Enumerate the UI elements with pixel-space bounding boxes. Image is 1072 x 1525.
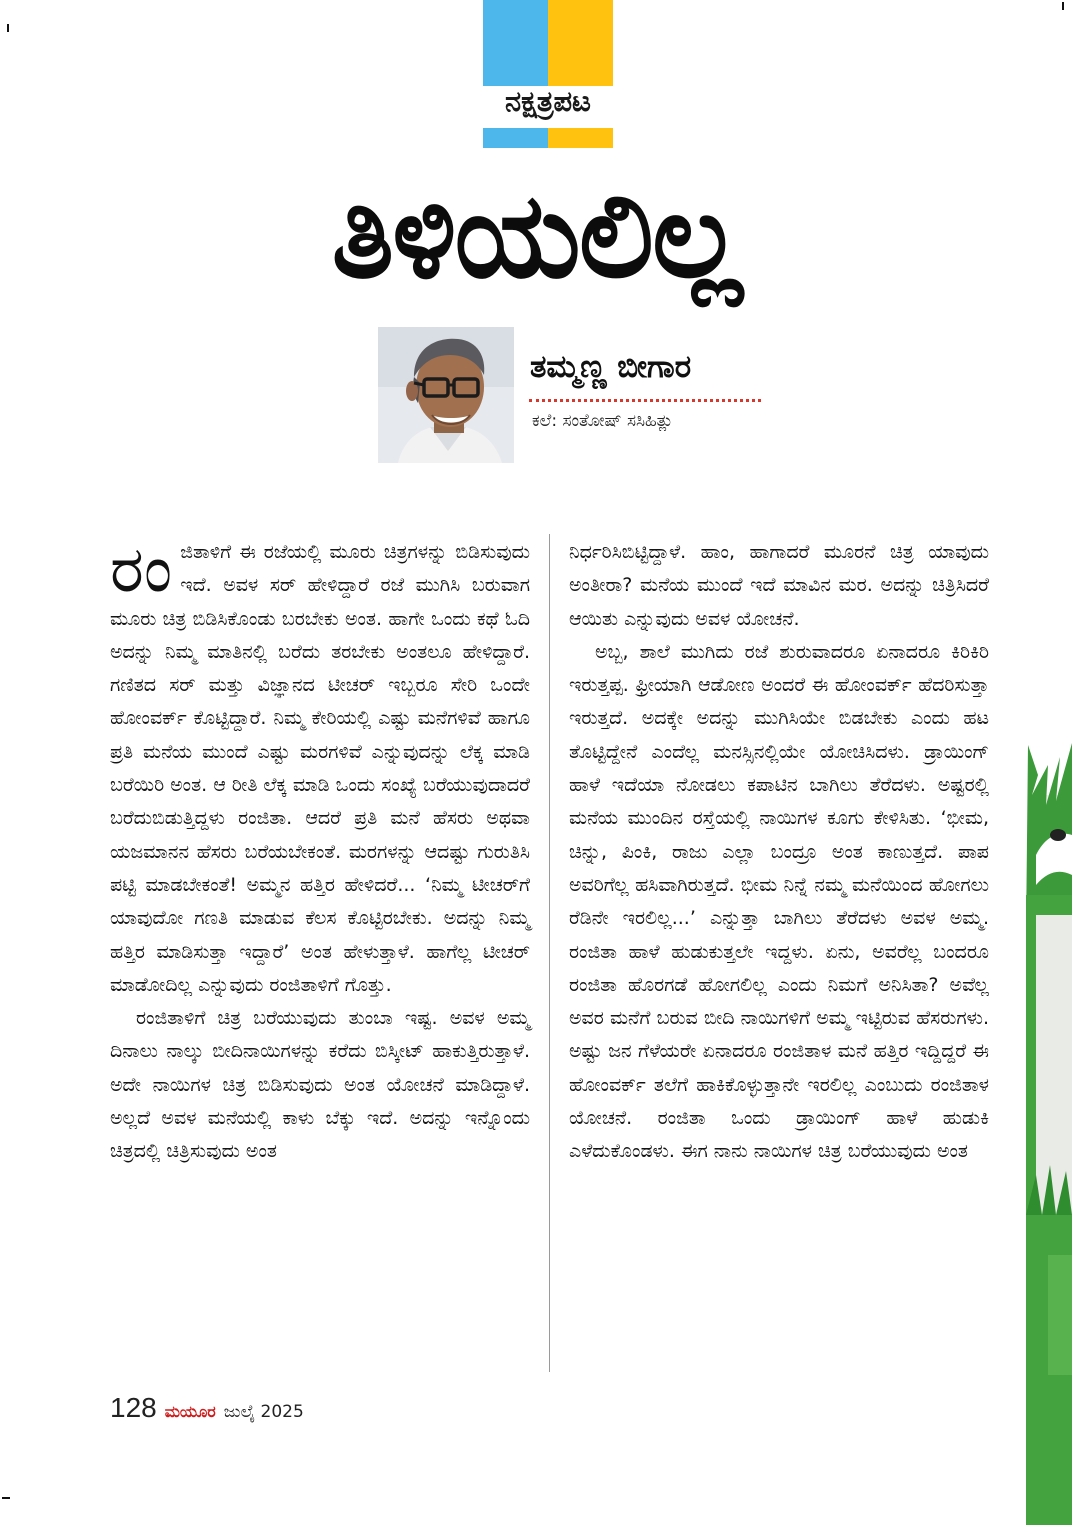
crop-mark-top-right [1062,2,1064,10]
article-column-left [110,533,530,1169]
page-footer [110,1392,304,1424]
section-label: ನಕ್ಷತ್ರಪಟ [505,84,591,118]
article-paragraph: ಅಬ್ಬ, ಶಾಲೆ ಮುಗಿದು ರಜೆ ಶುರುವಾದರೂ ಏನಾದರೂ ಕಿರಿಕಿರಿ ಇರುತ್ತಪ್ಪ. ಫ್ರೀಯಾಗಿ ಆಡೋಣ ಅಂದರೆ ಈ ಹೋಂವರ್ಕ್ ಹೆದರಿಸುತ್ತಾ ಇರುತ್ತದೆ. ಅದಕ್ಕೇ ಅದನ್ನು ಮುಗಿಸಿಯೇ ಬಿಡಬೇಕು ಎಂದು ಹಟ ತೊಟ್ಟಿದ್ದೇನೆ ಎಂದೆಲ್ಲ ಮನಸ್ಸಿನಲ್ಲಿಯೇ ಯೋಚಿಸಿದಳು. ಡ್ರಾಯಿಂಗ್ ಹಾಳೆ ಇದೆಯಾ ನೋಡಲು ಕಪಾಟಿನ ಬಾಗಿಲು ತೆರೆದಳು. ಅಷ್ಟರಲ್ಲಿ ಮನೆಯ ಮುಂದಿನ ರಸ್ತೆಯಲ್ಲಿ ನಾಯಿಗಳ ಕೂಗು ಕೇಳಿಸಿತು. ‘ಭೀಮ, ಚಿನ್ನು, ಪಿಂಕಿ, ರಾಜು ಎಲ್ಲಾ ಬಂದ್ರೂ ಅಂತ ಕಾಣುತ್ತದೆ. ಪಾಪ ಅವರಿಗೆಲ್ಲ ಹಸಿವಾಗಿರುತ್ತದೆ. ಭೀಮ ನಿನ್ನೆ ನಮ್ಮ ಮನೆಯಿಂದ ಹೋಗಲು ರೆಡಿನೇ ಇರಲಿಲ್ಲ...’ ಎನ್ನುತ್ತಾ ಬಾಗಿಲು ತೆರೆದಳು ಅವಳ ಅಮ್ಮ. ರಂಜಿತಾ ಹಾಳೆ ಹುಡುಕುತ್ತಲೇ ಇದ್ದಳು. ಏನು, ಅವರೆಲ್ಲ ಬಂದರೂ ರಂಜಿತಾ ಹೊರಗಡೆ ಹೋಗಲಿಲ್ಲ ಎಂದು ನಿಮಗೆ ಅನಿಸಿತಾ? ಅವೆಲ್ಲ ಅವರ ಮನೆಗೆ ಬರುವ ಬೀದಿ ನಾಯಿಗಳಿಗೆ ಅಮ್ಮ ಇಟ್ಟಿರುವ ಹೆಸರುಗಳು. ಅಷ್ಟು ಜನ ಗೆಳೆಯರೇ ಏನಾದರೂ ರಂಜಿತಾಳ ಮನೆ ಹತ್ತಿರ ಇದ್ದಿದ್ದರೆ ಈ ಹೋಂವರ್ಕ್ ತಲೆಗೆ ಹಾಕಿಕೊಳ್ಳುತ್ತಾನೇ ಇರಲಿಲ್ಲ ಎಂಬುದು ರಂಜಿತಾಳ ಯೋಚನೆ. ರಂಜಿತಾ ಒಂದು ಡ್ರಾಯಿಂಗ್ ಹಾಳೆ ಹುಡುಕಿ ಎಳೆದುಕೊಂಡಳು. ಈಗ ನಾನು ನಾಯಿಗಳ ಚಿತ್ರ ಬರೆಯುವುದು ಅಂತ [569,640,989,1163]
article-headline: ತಿಳಿಯಲಿಲ್ಲ [331,166,741,304]
article-paragraph: ನಿರ್ಧರಿಸಿಬಿಟ್ಟಿದ್ದಾಳೆ. ಹಾಂ, ಹಾಗಾದರೆ ಮೂರನೆ ಚಿತ್ರ ಯಾವುದು ಅಂತೀರಾ? ಮನೆಯ ಮುಂದೆ ಇದೆ ಮಾವಿನ ಮರ. ಅದನ್ನು ಚಿತ್ರಿಸಿದರೆ ಆಯಿತು ಎನ್ನುವುದು ಅವಳ ಯೋಚನೆ. [569,541,989,630]
article-column-right [569,536,989,1169]
author-name: ತಮ್ಮಣ್ಣ ಬೀಗಾರ [530,349,692,385]
illustrator-credit: ಕಲೆ: ಸಂತೋಷ್ ಸಸಿಹಿತ್ಲು [532,411,674,431]
author-portrait-illustration [378,327,514,463]
article-paragraph [110,533,530,1002]
byline-divider [529,399,761,402]
magazine-name: ಮಯೂರ [164,1402,216,1421]
article-paragraph: ರಂಜಿತಾಳಿಗೆ ಚಿತ್ರ ಬರೆಯುವುದು ತುಂಬಾ ಇಷ್ಟ. ಅವಳ ಅಮ್ಮ ದಿನಾಲು ನಾಲ್ಕು ಬೀದಿನಾಯಿಗಳನ್ನು ಕರೆದು ಬಿಸ್ಕೀಟ್ ಹಾಕುತ್ತಿರುತ್ತಾಳೆ. ಅದೇ ನಾಯಿಗಳ ಚಿತ್ರ ಬಿಡಿಸುವುದು ಅಂತ ಯೋಚನೆ ಮಾಡಿದ್ದಾಳೆ. ಅಲ್ಲದೆ ಅವಳ ಮನೆಯಲ್ಲಿ ಕಾಳು ಬೆಕ್ಕು ಇದೆ. ಅದನ್ನು ಇನ್ನೊಂದು ಚಿತ್ರದಲ್ಲಿ ಚಿತ್ರಿಸುವುದು ಅಂತ [110,1007,530,1163]
crop-mark-bottom-left [2,1497,10,1499]
grass-illustration [1026,735,1072,1525]
logo-blue-strip [483,128,548,148]
paragraph-text: ಜಿತಾಳಿಗೆ ಈ ರಜೆಯಲ್ಲಿ ಮೂರು ಚಿತ್ರಗಳನ್ನು ಬಿಡಿಸುವುದು ಇದೆ. ಅವಳ ಸರ್ ಹೇಳಿದ್ದಾರೆ ರಜೆ ಮುಗಿಸಿ ಬರುವಾಗ ಮೂರು ಚಿತ್ರ ಬಿಡಿಸಿಕೊಂಡು ಬರಬೇಕು ಅಂತ. ಹಾಗೇ ಒಂದು ಕಥೆ ಓದಿ ಅದನ್ನು ನಿಮ್ಮ ಮಾತಿನಲ್ಲಿ ಬರೆದು ತರಬೇಕು ಅಂತಲೂ ಹೇಳಿದ್ದಾರೆ. ಗಣಿತದ ಸರ್ ಮತ್ತು ವಿಜ್ಞಾನದ ಟೀಚರ್ ಇಬ್ಬರೂ ಸೇರಿ ಒಂದೇ ಹೋಂವರ್ಕ್ ಕೊಟ್ಟಿದ್ದಾರೆ. ನಿಮ್ಮ ಕೇರಿಯಲ್ಲಿ ಎಷ್ಟು ಮನೆಗಳಿವೆ ಹಾಗೂ ಪ್ರತಿ ಮನೆಯ ಮುಂದೆ ಎಷ್ಟು ಮರಗಳಿವೆ ಎನ್ನುವುದನ್ನು ಲೆಕ್ಕ ಮಾಡಿ ಬರೆಯಿರಿ ಅಂತ. ಆ ರೀತಿ ಲೆಕ್ಕ ಮಾಡಿ ಒಂದು ಸಂಖ್ಯೆ ಬರೆಯುವುದಾದರೆ ಬರೆದುಬಿಡುತ್ತಿದ್ದಳು ರಂಜಿತಾ. ಆದರೆ ಪ್ರತಿ ಮನೆ ಹೆಸರು ಅಥವಾ ಯಜಮಾನನ ಹೆಸರು ಬರೆಯಬೇಕಂತೆ. ಮರಗಳನ್ನು ಆದಷ್ಟು ಗುರುತಿಸಿ ಪಟ್ಟಿ ಮಾಡಬೇಕಂತೆ! ಅಮ್ಮನ ಹತ್ತಿರ ಹೇಳಿದರೆ... ‘ನಿಮ್ಮ ಟೀಚರ್‌ಗೆ ಯಾವುದೋ ಗಣತಿ ಮಾಡುವ ಕೆಲಸ ಕೊಟ್ಟಿರಬೇಕು. ಅದನ್ನು ನಿಮ್ಮ ಹತ್ತಿರ ಮಾಡಿಸುತ್ತಾ ಇದ್ದಾರೆ’ ಅಂತ ಹೇಳುತ್ತಾಳೆ. ಹಾಗೆಲ್ಲ ಟೀಚರ್ ಮಾಡೋದಿಲ್ಲ ಎನ್ನುವುದು ರಂಜಿತಾಳಿಗೆ ಗೊತ್ತು. [110,541,530,996]
logo-yellow-panel [548,0,613,86]
edge-illustration [1026,735,1072,1525]
crop-mark-top-left [7,24,9,32]
page-number: 128 [110,1392,157,1423]
column-divider [549,534,550,1372]
drop-cap: ರಂ [110,533,173,607]
logo-yellow-strip [548,128,613,148]
issue-date: ಜುಲೈ 2025 [223,1402,304,1422]
logo-blue-panel [483,0,548,86]
author-photo [378,327,514,463]
section-logo [483,0,613,148]
